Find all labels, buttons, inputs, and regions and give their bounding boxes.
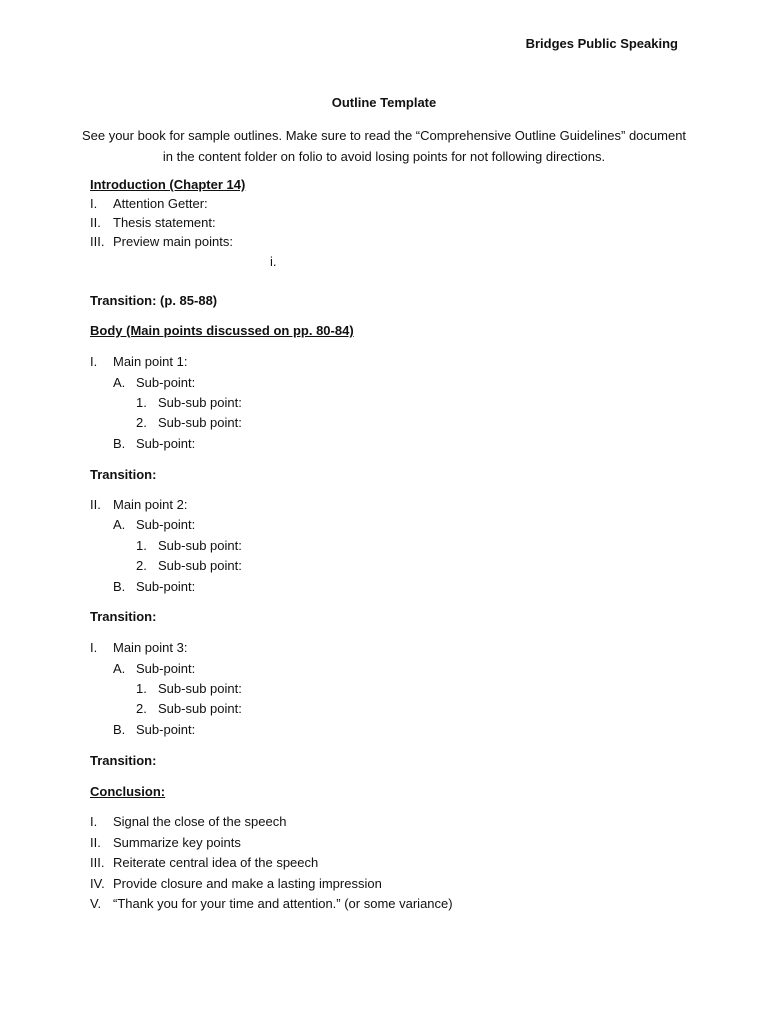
list-number: B. — [113, 722, 126, 737]
list-label: Provide closure and make a lasting impression — [113, 876, 382, 891]
list-number: I. — [90, 354, 98, 369]
list-label: Main point 2: — [113, 497, 188, 512]
list-label: Sub-sub point: — [158, 701, 242, 716]
list-label: Sub-point: — [136, 517, 196, 532]
list-label: Sub-point: — [136, 661, 196, 676]
instructions-paragraph: See your book for sample outlines. Make sure to read the “Comprehensive Outline Guidelines” document in the content folder on folio to avoid losing points for not following directions. — [81, 128, 687, 164]
list-number: III. — [90, 855, 105, 870]
list-number: 1. — [136, 538, 147, 553]
list-label: Preview main points: — [113, 234, 233, 249]
list-label: Sub-point: — [136, 436, 196, 451]
list-number: A. — [113, 517, 126, 532]
transition-1: Transition: — [90, 467, 157, 482]
list-label: Sub-sub point: — [158, 415, 242, 430]
list-number: I. — [90, 196, 98, 211]
list-number: 1. — [136, 395, 147, 410]
transition-3: Transition: — [90, 753, 157, 768]
transition-intro: Transition: (p. 85-88) — [90, 293, 218, 308]
list-label: Summarize key points — [113, 835, 241, 850]
list-number: IV. — [90, 876, 105, 891]
list-number: II. — [90, 215, 101, 230]
list-number: 2. — [136, 701, 147, 716]
list-number: B. — [113, 579, 126, 594]
running-header: Bridges Public Speaking — [525, 36, 678, 51]
list-label: Reiterate central idea of the speech — [113, 855, 319, 870]
introduction-heading: Introduction (Chapter 14) — [90, 177, 246, 192]
list-label: Sub-sub point: — [158, 558, 242, 573]
list-label: Main point 3: — [113, 640, 188, 655]
list-label: “Thank you for your time and attention.” (or some variance) — [113, 896, 453, 911]
preview-sub-marker: i. — [270, 254, 277, 269]
list-number: I. — [90, 640, 98, 655]
list-number: A. — [113, 661, 126, 676]
list-number: II. — [90, 497, 101, 512]
list-label: Sub-sub point: — [158, 538, 242, 553]
list-number: 1. — [136, 681, 147, 696]
list-number: 2. — [136, 415, 147, 430]
body-heading: Body (Main points discussed on pp. 80-84) — [90, 323, 354, 338]
list-label: Sub-sub point: — [158, 681, 242, 696]
page-title: Outline Template — [331, 95, 437, 110]
list-label: Sub-point: — [136, 375, 196, 390]
list-label: Signal the close of the speech — [113, 814, 287, 829]
list-label: Sub-point: — [136, 722, 196, 737]
list-label: Sub-sub point: — [158, 395, 242, 410]
list-label: Thesis statement: — [113, 215, 216, 230]
list-number: III. — [90, 234, 105, 249]
list-label: Main point 1: — [113, 354, 188, 369]
list-label: Sub-point: — [136, 579, 196, 594]
list-label: Attention Getter: — [113, 196, 208, 211]
list-number: II. — [90, 835, 101, 850]
list-number: A. — [113, 375, 126, 390]
transition-2: Transition: — [90, 609, 157, 624]
conclusion-heading: Conclusion: — [90, 784, 166, 799]
list-number: B. — [113, 436, 126, 451]
list-number: V. — [90, 896, 102, 911]
list-number: I. — [90, 814, 98, 829]
list-number: 2. — [136, 558, 147, 573]
